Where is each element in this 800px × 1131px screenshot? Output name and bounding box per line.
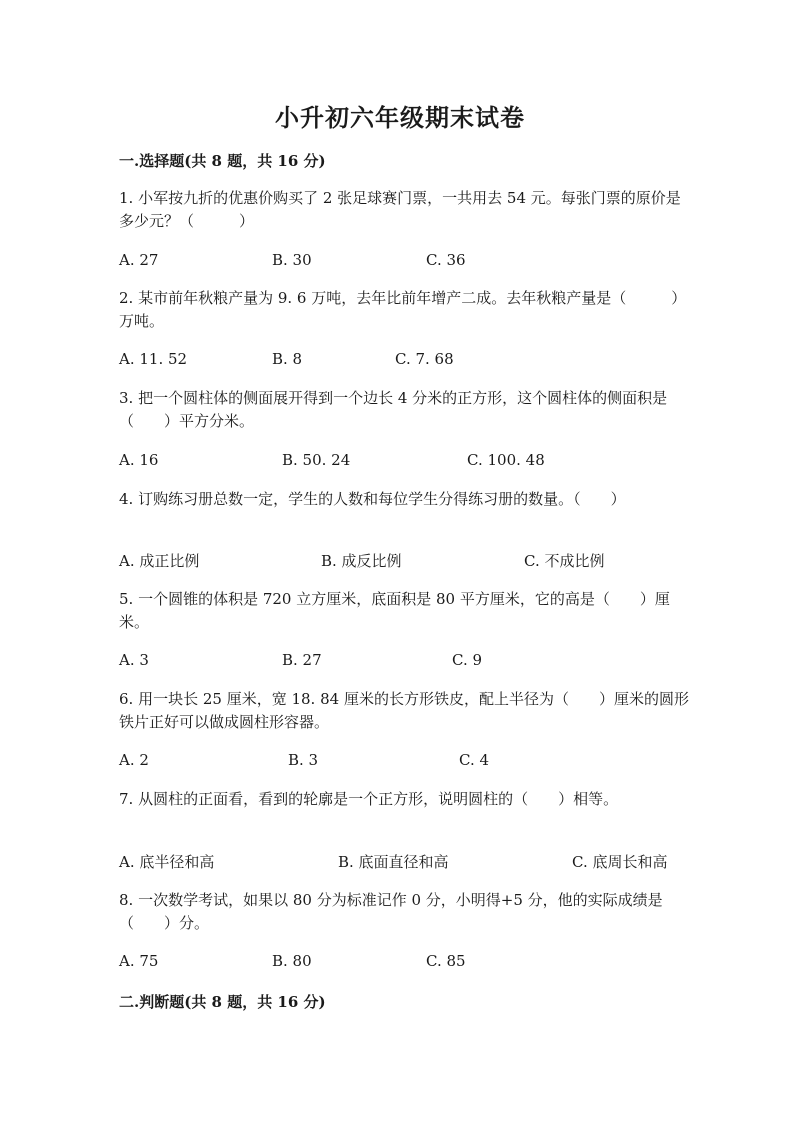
question-5-option-c: C. 9 <box>452 651 483 669</box>
section-heading-choice: 一.选择题(共 8 题，共 16 分) <box>119 152 326 170</box>
question-4-option-c: C. 不成比例 <box>524 552 605 570</box>
question-6-option-a: A. 2 <box>119 751 149 769</box>
page-title: 小升初六年级期末试卷 <box>275 103 525 132</box>
question-7-option-c: C. 底周长和高 <box>572 853 668 871</box>
question-2-option-a: A. 11. 52 <box>119 350 188 368</box>
question-3-option-b: B. 50. 24 <box>282 451 351 469</box>
question-3-option-a: A. 16 <box>119 451 159 469</box>
question-7-option-b: B. 底面直径和高 <box>338 853 449 871</box>
question-8: 8. 一次数学考试，如果以 80 分为标准记作 0 分，小明得+5 分，他的实际成绩是（ ）分。 <box>119 891 663 932</box>
question-4: 4. 订购练习册总数一定，学生的人数和每位学生分得练习册的数量。（ ） <box>119 490 626 508</box>
question-3: 3. 把一个圆柱体的侧面展开得到一个边长 4 分米的正方形，这个圆柱体的侧面积是（ ）平方分米。 <box>119 389 668 430</box>
question-4-option-a: A. 成正比例 <box>119 552 200 570</box>
question-8-option-b: B. 80 <box>272 952 312 970</box>
question-2: 2. 某市前年秋粮产量为 9. 6 万吨，去年比前年增产二成。去年秋粮产量是（ ）万吨。 <box>119 289 687 330</box>
question-1-option-a: A. 27 <box>119 251 159 269</box>
section-heading-judgment: 二.判断题(共 8 题，共 16 分) <box>119 993 326 1011</box>
question-6-option-b: B. 3 <box>288 751 319 769</box>
question-8-option-c: C. 85 <box>426 952 466 970</box>
question-2-option-b: B. 8 <box>272 350 303 368</box>
question-2-option-c: C. 7. 68 <box>395 350 454 368</box>
question-5: 5. 一个圆锥的体积是 720 立方厘米，底面积是 80 平方厘米，它的高是（ ）厘米。 <box>119 590 670 631</box>
question-8-option-a: A. 75 <box>119 952 159 970</box>
question-5-option-b: B. 27 <box>282 651 322 669</box>
question-6: 6. 用一块长 25 厘米，宽 18. 84 厘米的长方形铁皮，配上半径为（ ）厘米的圆形铁片正好可以做成圆柱形容器。 <box>119 690 689 731</box>
question-7-option-a: A. 底半径和高 <box>119 853 215 871</box>
question-1: 1. 小军按九折的优惠价购买了 2 张足球赛门票，一共用去 54 元。每张门票的原价是多少元？（ ） <box>119 189 681 230</box>
question-5-option-a: A. 3 <box>119 651 149 669</box>
question-6-option-c: C. 4 <box>459 751 490 769</box>
question-3-option-c: C. 100. 48 <box>467 451 545 469</box>
question-1-option-b: B. 30 <box>272 251 312 269</box>
question-4-option-b: B. 成反比例 <box>321 552 402 570</box>
question-1-option-c: C. 36 <box>426 251 466 269</box>
question-7: 7. 从圆柱的正面看，看到的轮廓是一个正方形，说明圆柱的（ ）相等。 <box>119 790 619 808</box>
